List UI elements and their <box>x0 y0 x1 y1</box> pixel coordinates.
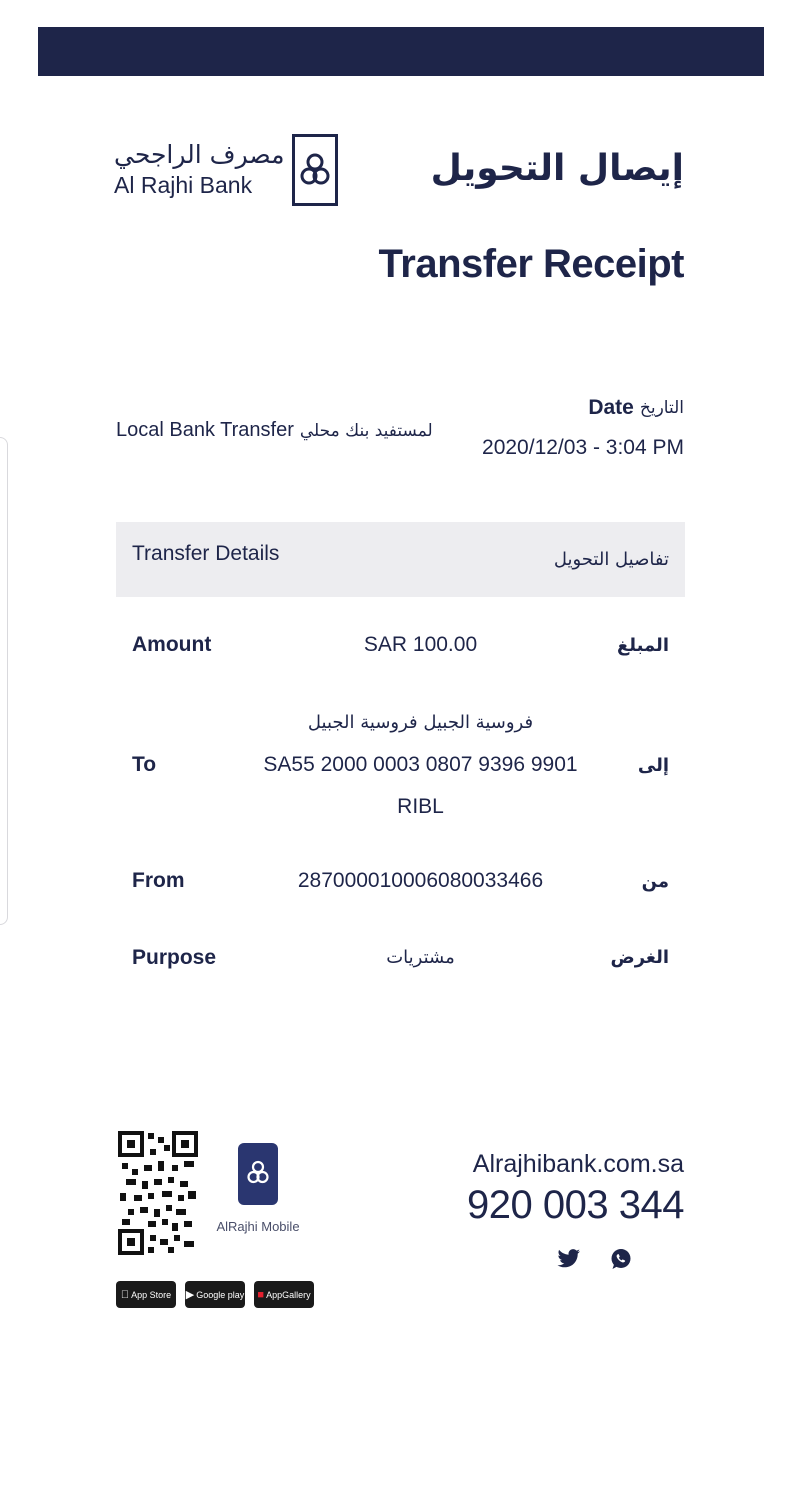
twitter-icon[interactable] <box>556 1246 582 1272</box>
transfer-type-english: Local Bank Transfer <box>116 419 294 441</box>
beneficiary-name: فروسية الجبيل فروسية الجبيل <box>307 712 534 733</box>
receipt-title-arabic: إيصال التحويل <box>430 148 684 189</box>
phone-number[interactable]: 920 003 344 <box>467 1183 684 1227</box>
to-row <box>132 702 669 828</box>
apple-icon <box>121 1289 129 1301</box>
purpose-row <box>132 936 669 979</box>
to-label-arabic: إلى <box>637 754 669 776</box>
transfer-type-arabic: لمستفيد بنك محلي <box>299 420 433 441</box>
transfer-type <box>116 419 433 442</box>
from-label: From <box>132 869 185 892</box>
amount-value: SAR 100.00 <box>363 633 478 656</box>
date-label-english: Date <box>588 396 634 419</box>
google-play-label: Google play <box>196 1289 245 1300</box>
purpose-label-arabic: الغرض <box>610 947 669 968</box>
google-play-badge[interactable] <box>185 1281 245 1308</box>
bank-name-english: Al Rajhi Bank <box>114 172 253 198</box>
purpose-value: مشتريات <box>386 947 455 968</box>
date-label-arabic: التاريخ <box>639 398 684 418</box>
from-row <box>132 860 669 902</box>
to-value <box>252 702 589 828</box>
details-header-arabic: تفاصيل التحويل <box>553 549 669 570</box>
side-panel-edge <box>0 437 8 925</box>
app-store-badge[interactable] <box>116 1281 176 1308</box>
top-banner-bar <box>38 27 764 76</box>
al-rajhi-logo-icon <box>292 134 338 206</box>
from-account: 287000010006080033466 <box>297 869 544 892</box>
date-value: 2020/12/03 - 3:04 PM <box>482 436 684 459</box>
contact-info <box>467 1150 684 1272</box>
social-links <box>467 1246 684 1272</box>
app-store-label: App Store <box>126 1289 168 1300</box>
receipt-title: Transfer Receipt <box>378 242 684 286</box>
details-header-english: Transfer Details <box>132 541 280 565</box>
amount-label-arabic: المبلغ <box>617 634 669 656</box>
amount-label: Amount <box>132 633 212 656</box>
bank-brand <box>114 134 338 206</box>
app-gallery-badge[interactable] <box>254 1281 314 1308</box>
beneficiary-bank-code: RIBL <box>397 795 444 818</box>
to-label: To <box>132 753 157 776</box>
whatsapp-icon[interactable] <box>608 1246 634 1272</box>
huawei-icon: ■ <box>257 1288 265 1301</box>
website-link[interactable]: Alrajhibank.com.sa <box>472 1150 684 1178</box>
app-name: AlRajhi Mobile <box>216 1219 300 1234</box>
alrajhi-mobile-app-icon[interactable] <box>238 1143 278 1205</box>
app-promo[interactable] <box>216 1143 300 1234</box>
bank-name <box>114 140 284 200</box>
amount-row <box>132 624 669 666</box>
date-block <box>482 396 684 460</box>
from-label-arabic: من <box>641 870 669 892</box>
app-gallery-label: AppGallery <box>266 1289 311 1300</box>
date-label <box>482 396 684 420</box>
purpose-label: Purpose <box>132 945 217 969</box>
store-badges <box>116 1281 314 1308</box>
bank-name-arabic: مصرف الراجحي <box>114 140 285 169</box>
google-play-icon: ▶ <box>185 1289 195 1301</box>
qr-code-icon[interactable] <box>118 1131 198 1255</box>
beneficiary-iban: SA55 2000 0003 0807 9396 9901 <box>263 753 578 776</box>
transfer-details-header <box>116 522 685 597</box>
